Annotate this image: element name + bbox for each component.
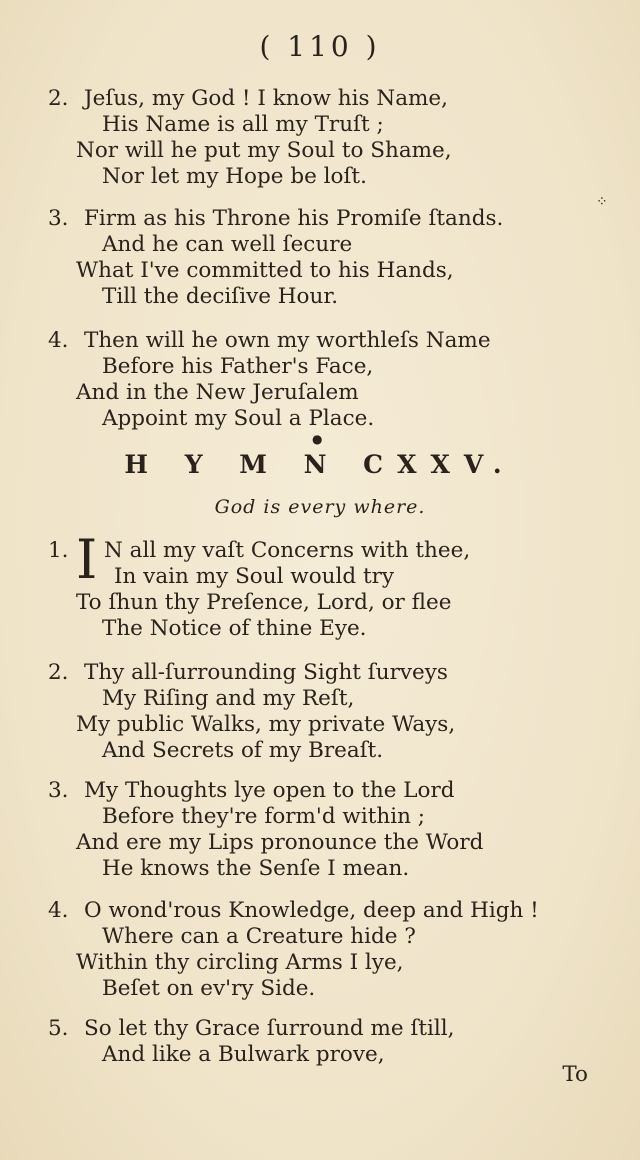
verse-line: My Riſing and my Reſt,	[102, 686, 355, 711]
verse-line: And ere my Lips pronounce the Word	[76, 830, 484, 855]
verse-line: The Notice of thine Eye.	[102, 616, 367, 641]
verse-line: Beſet on ev'ry Side.	[102, 976, 316, 1001]
verse-line: And in the New Jeruſalem	[76, 380, 359, 405]
verse-line: He knows the Senſe I mean.	[102, 856, 410, 881]
verse-line: Jeſus, my God ! I know his Name,	[84, 86, 448, 111]
verse-line: Till the deciſive Hour.	[102, 284, 339, 309]
drop-cap: I	[76, 528, 98, 591]
verse-line: So let thy Grace ſurround me ſtill,	[84, 1016, 455, 1041]
stanza-number: 1.	[48, 538, 69, 563]
verse-line: Firm as his Throne his Promiſe ſtands.	[84, 206, 504, 231]
verse-line: His Name is all my Truſt ;	[102, 112, 384, 137]
verse-line: Nor will he put my Soul to Shame,	[76, 138, 452, 163]
page-number: ( 110 )	[259, 30, 381, 63]
verse-line: O wond'rous Knowledge, deep and High !	[84, 898, 539, 923]
verse-line: Before his Father's Face,	[102, 354, 374, 379]
stanza-number: 5.	[48, 1016, 69, 1041]
verse-line: My Thoughts lye open to the Lord	[84, 778, 455, 803]
verse-line: Appoint my Soul a Place.	[102, 406, 375, 431]
verse-line: And like a Bulwark prove,	[102, 1042, 385, 1067]
verse-line: Where can a Creature hide ?	[102, 924, 416, 949]
verse-line: My public Walks, my private Ways,	[76, 712, 456, 737]
ornament-dot: ●	[312, 432, 323, 446]
verse-line: Thy all-ſurrounding Sight ſurveys	[84, 660, 448, 685]
hymn-title: H Y M N CXXV.	[124, 450, 516, 479]
stanza-number: 2.	[48, 86, 69, 111]
hymn-subtitle: God is every where.	[214, 496, 426, 518]
stanza-number: 4.	[48, 898, 69, 923]
verse-line: In vain my Soul would try	[114, 564, 395, 589]
verse-line: And Secrets of my Breaſt.	[102, 738, 384, 763]
stanza-number: 3.	[48, 206, 69, 231]
catchword: To	[562, 1062, 588, 1087]
stanza-number: 4.	[48, 328, 69, 353]
verse-line: Nor let my Hope be loſt.	[102, 164, 367, 189]
ink-mark: ⁘	[596, 194, 608, 210]
verse-line: Within thy circling Arms I lye,	[76, 950, 404, 975]
verse-line: What I've committed to his Hands,	[76, 258, 454, 283]
verse-line: N all my vaſt Concerns with thee,	[104, 538, 471, 563]
stanza-number: 2.	[48, 660, 69, 685]
stanza-number: 3.	[48, 778, 69, 803]
verse-line: Then will he own my worthleſs Name	[84, 328, 491, 353]
verse-line: And he can well ſecure	[102, 232, 353, 257]
verse-line: To ſhun thy Preſence, Lord, or flee	[76, 590, 452, 615]
verse-line: Before they're form'd within ;	[102, 804, 426, 829]
